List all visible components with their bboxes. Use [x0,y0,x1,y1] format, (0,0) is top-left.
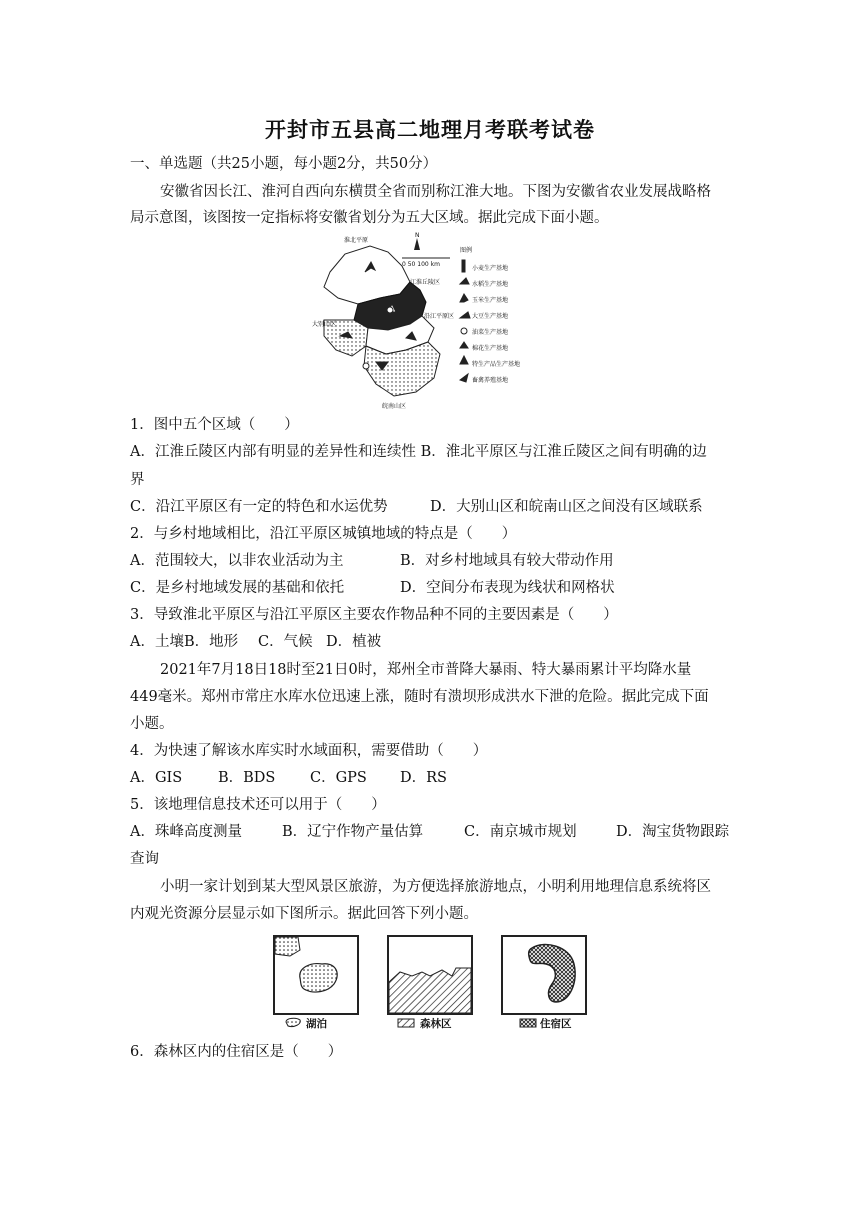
q5-option-d: D．淘宝货物跟踪 [616,824,730,840]
q4-option-b: B．BDS [218,770,276,786]
q2-stem: 2．与乡村地域相比，沿江平原区城镇地域的特点是（ ） [130,526,517,542]
north-arrow-icon [414,238,420,250]
map-label-wannan: 皖南山区 [382,403,407,410]
map-label-dabie: 大别山区 [312,321,337,328]
q3-stem: 3．导致淮北平原区与沿江平原区主要农作物品种不同的主要因素是（ ） [130,607,618,623]
anhui-agriculture-map [310,232,538,410]
q1-option-ab: A．江淮丘陵区内部有明显的差异性和连续性 B．淮北平原区与江淮丘陵区之间有明确的边 [130,444,707,460]
legend-item: 特生产品生产基地 [472,361,521,368]
q4-stem: 4．为快速了解该水库实时水域面积，需要借助（ ） [130,743,488,759]
material-2-line-2: 449毫米。郑州市常庄水库水位迅速上涨，随时有溃坝形成洪水下泄的危险。据此完成下面 [130,689,709,705]
lake-legend-icon [286,1018,300,1026]
q2-option-c: C．是乡村地域发展的基础和依托 [130,580,345,596]
forest-legend-icon [398,1019,414,1027]
forest-legend-label: 森林区 [420,1018,452,1030]
map-label-jianghuai: 江淮丘陵区 [410,279,441,286]
north-label: N [415,232,420,239]
q2-option-b: B．对乡村地域具有较大带动作用 [400,553,614,569]
material-2-line-3: 小题。 [130,716,174,732]
map-label-huaibei: 淮北平原 [344,237,369,244]
q5-option-a: A．珠峰高度测量 [130,824,242,840]
q4-option-a: A．GIS [130,770,183,786]
q5-option-b: B．辽宁作物产量估算 [282,824,424,840]
q4-option-c: C．GPS [310,770,367,786]
q1-option-c: C．沿江平原区有一定的特色和水运优势 [130,499,388,515]
q3-option-b: B．地形 [184,634,239,650]
section-heading: 一、单选题（共25小题，每小题2分，共50分） [130,156,438,172]
material-2-line-1: 2021年7月18日18时至21日0时，郑州全市普降大暴雨、特大暴雨累计平均降水量 [160,662,692,678]
lodging-legend-icon [520,1019,536,1027]
legend-item: 棉花生产基地 [472,345,509,352]
q1-stem: 1．图中五个区域（ ） [130,417,299,433]
legend-item: 玉米生产基地 [472,297,509,304]
q3-option-c: C．气候 [258,634,313,650]
legend-title: 图例 [460,247,473,254]
q1-option-ab-cont: 界 [130,472,145,488]
legend-item: 小麦生产基地 [472,265,509,272]
legend-icons [460,260,470,382]
lake-legend-label: 湖泊 [306,1018,327,1030]
legend-item: 畜禽养殖基地 [472,377,509,384]
q3-option-a: A．土壤 [130,634,184,650]
material-3-line-2: 内观光资源分层显示如下图所示。据此回答下列小题。 [130,906,478,922]
material-3-line-1: 小明一家计划到某大型风景区旅游，为方便选择旅游地点，小明利用地理信息系统将区 [160,879,711,895]
legend-item: 油菜生产基地 [472,329,509,336]
map-label-yanjiang: 沿江平原区 [424,313,455,320]
gis-layers-figure [270,932,602,1034]
q2-option-d: D．空间分布表现为线状和网格状 [400,580,615,596]
q2-option-a: A．范围较大，以非农业活动为主 [130,553,344,569]
q3-option-d: D．植被 [326,634,382,650]
map-scale: 0 50 100 km [402,261,440,268]
q5-stem: 5．该地理信息技术还可以用于（ ） [130,797,386,813]
q4-option-d: D．RS [400,770,447,786]
material-1-line-2: 局示意图，该图按一定指标将安徽省划分为五大区域。据此完成下面小题。 [130,210,609,226]
lodging-legend-label: 住宿区 [540,1018,572,1030]
q1-option-d: D．大别山区和皖南山区之间没有区域联系 [430,499,703,515]
q5-option-c: C．南京城市规划 [464,824,577,840]
q6-stem: 6．森林区内的住宿区是（ ） [130,1044,343,1060]
q5-option-d-cont: 查询 [130,851,159,867]
legend-item: 水稻生产基地 [472,281,509,288]
legend-item: 大豆生产基地 [472,313,509,320]
page-title: 开封市五县高二地理月考联考试卷 [265,118,595,142]
material-1-line-1: 安徽省因长江、淮河自西向东横贯全省而别称江淮大地。下图为安徽省农业发展战略格 [160,184,711,200]
